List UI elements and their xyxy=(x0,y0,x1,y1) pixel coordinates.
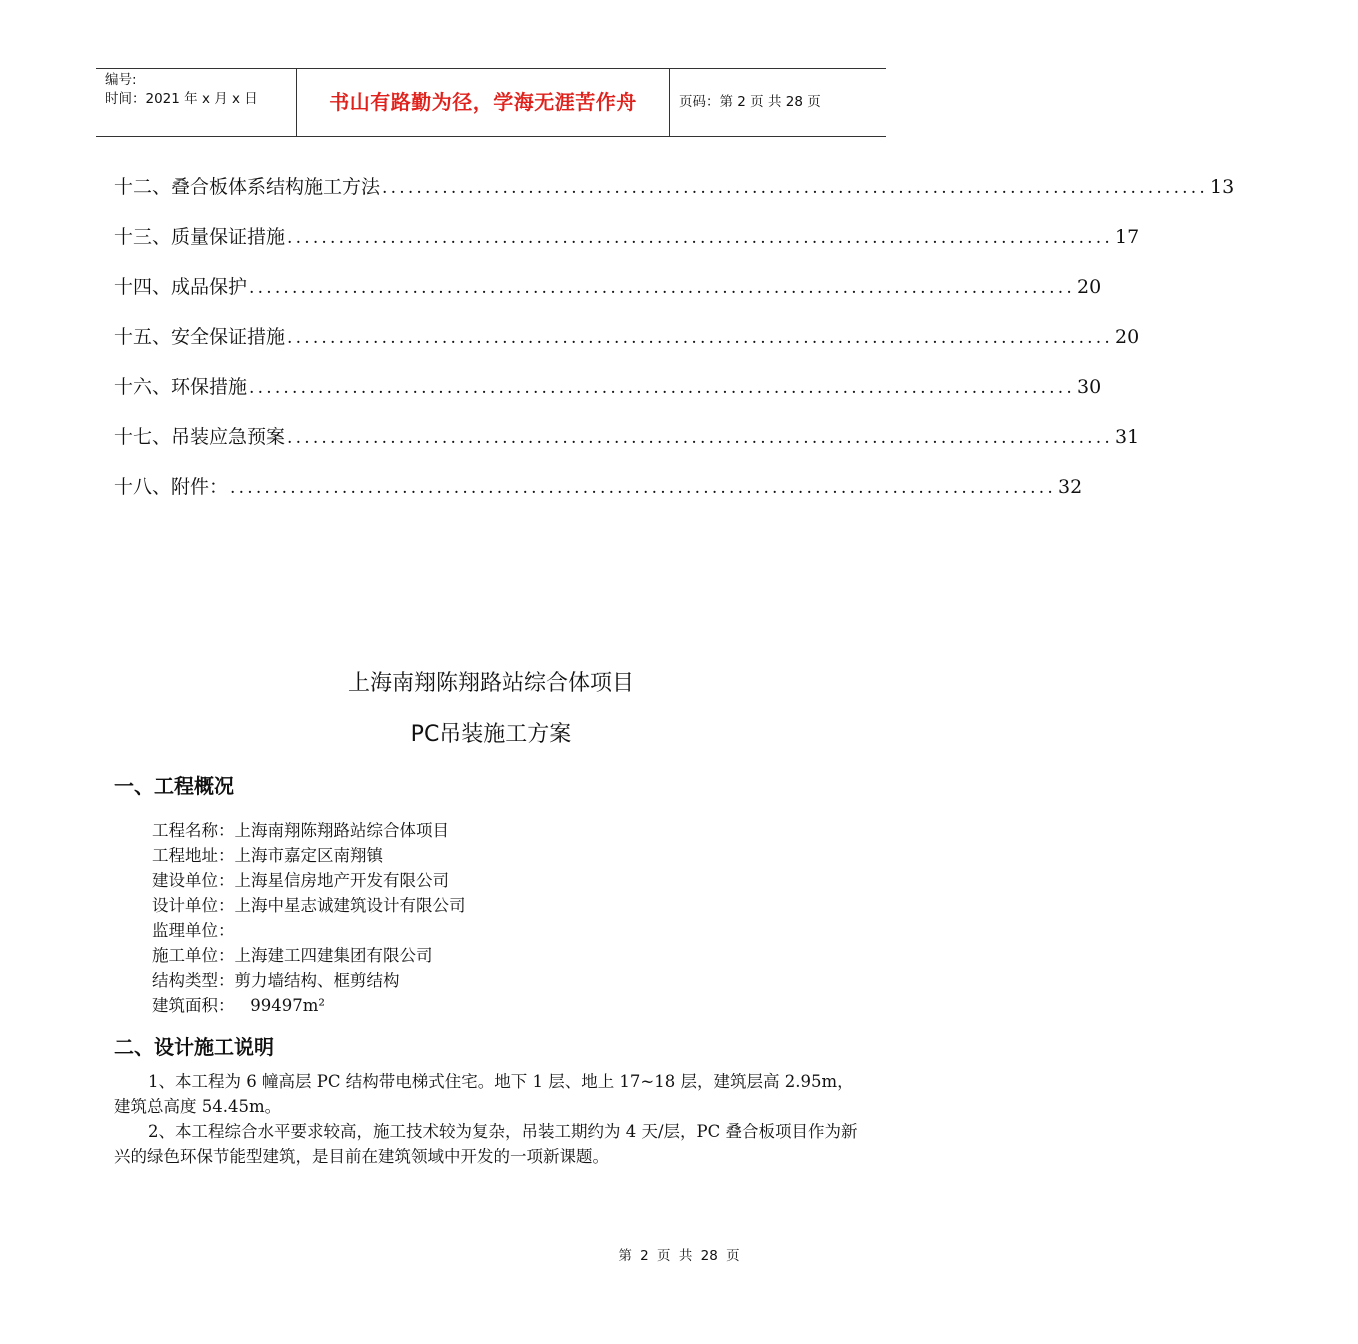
toc-entry[interactable] xyxy=(114,272,1102,322)
info-label: 监理单位： xyxy=(152,921,235,940)
toc-entry-page: 13 xyxy=(1209,176,1235,198)
toc-leader-dots: ................................................................................................ xyxy=(287,328,1113,348)
toc-entry-title: 十二、叠合板体系结构施工方法 xyxy=(114,176,381,198)
toc-entry-title: 十七、吊装应急预案 xyxy=(114,426,286,448)
toc-entry[interactable] xyxy=(114,422,1140,472)
info-label: 结构类型： xyxy=(152,971,235,990)
header-motto: 书山有路勤为径，学海无涯苦作舟 xyxy=(297,69,670,136)
info-row xyxy=(152,968,466,993)
info-value: 上海建工四建集团有限公司 xyxy=(234,946,433,965)
toc-entry[interactable] xyxy=(114,372,1102,422)
toc-entry-page: 32 xyxy=(1057,476,1083,498)
info-row xyxy=(152,893,466,918)
toc-leader-dots: ................................................................................................ xyxy=(249,278,1075,298)
design-notes xyxy=(114,1069,870,1169)
section-heading-design: 二、设计施工说明 xyxy=(114,1035,274,1059)
info-label: 设计单位： xyxy=(152,896,235,915)
info-row xyxy=(152,943,466,968)
toc-entry-title: 十四、成品保护 xyxy=(114,276,248,298)
document-title: 上海南翔陈翔路站综合体项目 xyxy=(347,671,634,696)
toc-entry-page: 17 xyxy=(1114,226,1140,248)
header-meta-cell xyxy=(96,69,297,136)
page-footer: 第 2 页 共 28 页 xyxy=(618,1248,740,1264)
toc-entry-page: 31 xyxy=(1114,426,1140,448)
info-label: 工程名称： xyxy=(152,821,235,840)
toc-leader-dots: ................................................................................................ xyxy=(382,178,1208,198)
toc-leader-dots: ................................................................................................ xyxy=(287,228,1113,248)
info-value: 99497m² xyxy=(234,996,325,1015)
toc-leader-dots: ................................................................................................ xyxy=(249,378,1075,398)
toc-entry-title: 十六、环保措施 xyxy=(114,376,248,398)
info-row xyxy=(152,843,466,868)
info-value: 上海星信房地产开发有限公司 xyxy=(234,871,449,890)
info-row xyxy=(152,818,466,843)
design-paragraph: 2、本工程综合水平要求较高，施工技术较为复杂，吊装工期约为 4 天/层，PC 叠合板项目作为新兴的绿色环保节能型建筑，是目前在建筑领域中开发的一项新课题。 xyxy=(114,1122,858,1166)
info-label: 建设单位： xyxy=(152,871,235,890)
toc-entry-title: 十三、质量保证措施 xyxy=(114,226,286,248)
info-label: 施工单位： xyxy=(152,946,235,965)
toc-leader-dots: ................................................................................................ xyxy=(230,478,1056,498)
toc-entry[interactable] xyxy=(114,322,1140,372)
info-row xyxy=(152,918,466,943)
project-info-list xyxy=(152,818,466,1018)
time-label: 时间：2021 年 x 月 x 日 xyxy=(105,91,258,107)
info-value: 上海南翔陈翔路站综合体项目 xyxy=(234,821,449,840)
serial-label: 编号: xyxy=(105,72,137,88)
document-subtitle: PC吊装施工方案 xyxy=(410,722,572,747)
info-row xyxy=(152,868,466,893)
design-paragraph: 1、本工程为 6 幢高层 PC 结构带电梯式住宅。地下 1 层、地上 17~18 层，建筑层高 2.95m，建筑总高度 54.45m。 xyxy=(114,1072,854,1116)
toc-entry[interactable] xyxy=(114,222,1140,272)
toc-entry[interactable] xyxy=(114,172,1235,222)
toc-entry-page: 20 xyxy=(1076,276,1102,298)
toc-leader-dots: ................................................................................................ xyxy=(287,428,1113,448)
info-value: 上海中星志诚建筑设计有限公司 xyxy=(234,896,466,915)
info-value: 剪力墙结构、框剪结构 xyxy=(234,971,400,990)
toc-entry-page: 30 xyxy=(1076,376,1102,398)
toc-entry-title: 十八、附件： xyxy=(114,476,229,498)
table-of-contents xyxy=(114,172,1235,522)
toc-entry-title: 十五、安全保证措施 xyxy=(114,326,286,348)
toc-entry[interactable] xyxy=(114,472,1083,522)
info-row xyxy=(152,993,466,1018)
header-page-info: 页码：第 2 页 共 28 页 xyxy=(679,94,821,110)
section-heading-overview: 一、工程概况 xyxy=(114,774,234,798)
info-label: 建筑面积： xyxy=(152,996,235,1015)
info-value: 上海市嘉定区南翔镇 xyxy=(234,846,383,865)
page-header xyxy=(96,68,886,137)
info-label: 工程地址： xyxy=(152,846,235,865)
toc-entry-page: 20 xyxy=(1114,326,1140,348)
